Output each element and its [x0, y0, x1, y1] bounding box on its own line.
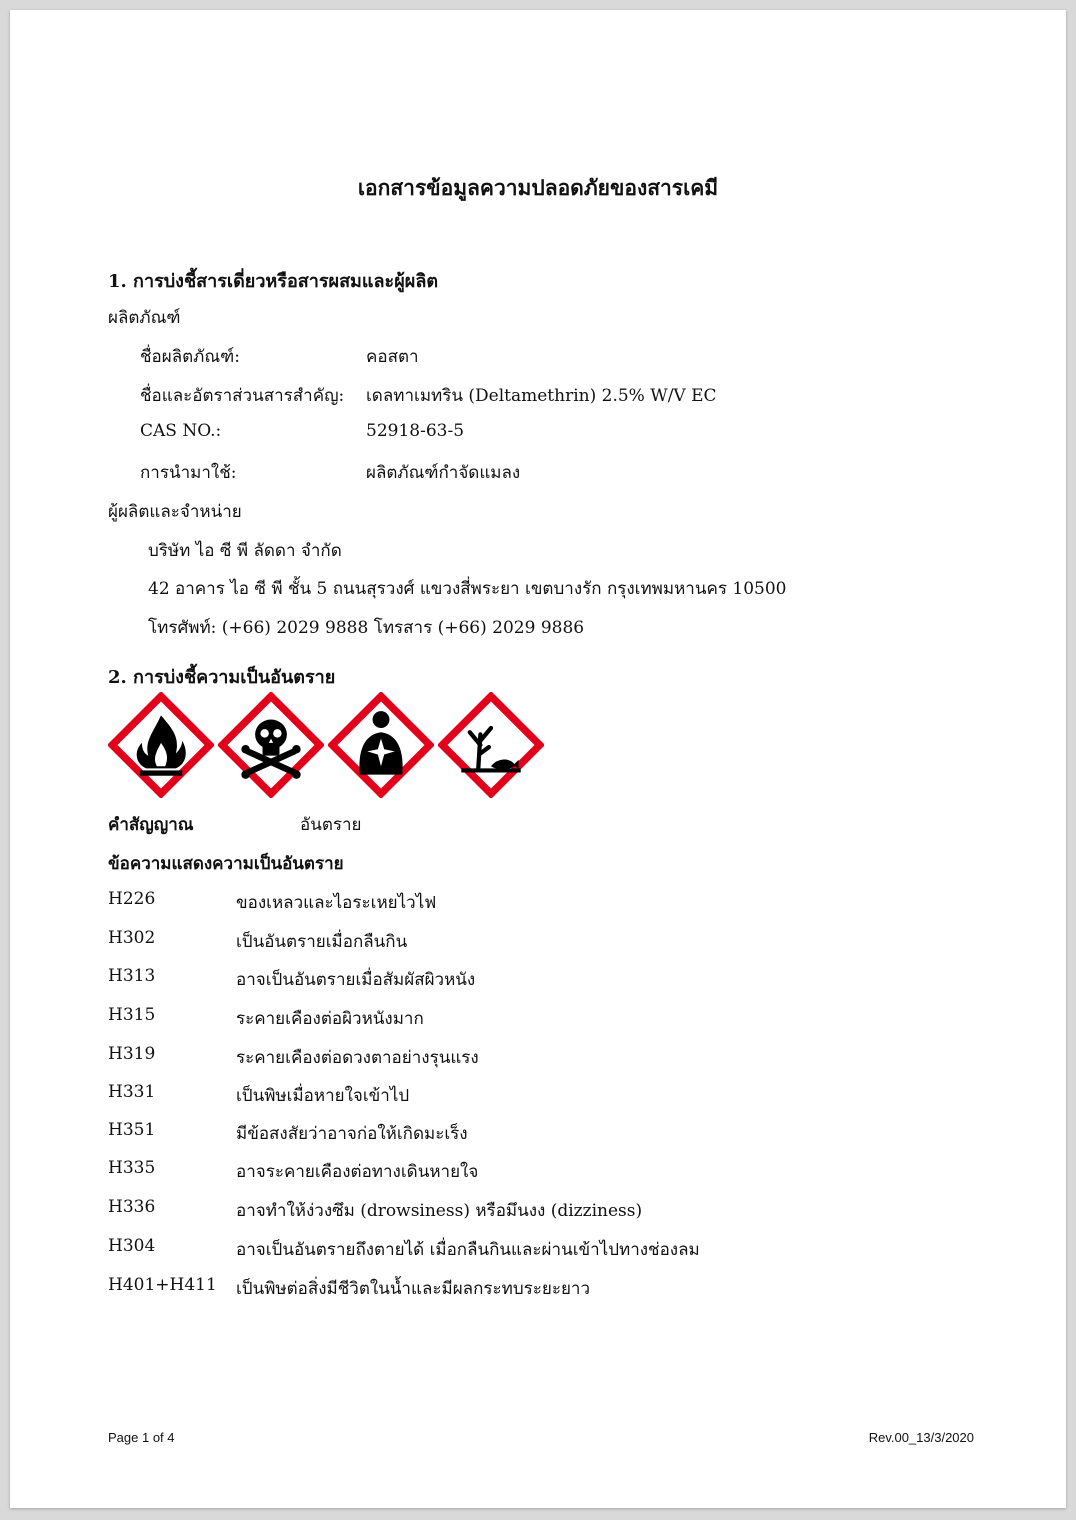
hazard-text: อาจเป็นอันตรายเมื่อสัมผัสผิวหนัง	[236, 970, 476, 990]
hazard-code: H315	[108, 1005, 156, 1025]
signal-word-value: อันตราย	[300, 815, 362, 835]
hazard-code: H319	[108, 1044, 156, 1064]
environment-icon	[438, 692, 544, 798]
document-title: เอกสารข้อมูลความปลอดภัยของสารเคมี	[357, 175, 719, 200]
hazard-code: H226	[108, 889, 156, 909]
usage-value: ผลิตภัณฑ์กำจัดแมลง	[366, 463, 521, 483]
hazard-text: ระคายเคืองต่อดวงตาอย่างรุนแรง	[236, 1048, 479, 1068]
page-number: Page 1 of 4	[108, 1430, 175, 1445]
skull-crossbones-icon	[218, 692, 324, 798]
hazard-code: H313	[108, 966, 156, 986]
hazard-code: H401+H411	[108, 1275, 217, 1295]
usage-label: การนำมาใช้:	[140, 463, 237, 483]
company-name: บริษัท ไอ ซี พี ลัดดา จำกัด	[148, 541, 342, 561]
section-1-heading: 1. การบ่งชี้สารเดี่ยวหรือสารผสมและผู้ผลิต	[108, 271, 439, 292]
hazard-code: H351	[108, 1120, 156, 1140]
hazard-code: H336	[108, 1197, 156, 1217]
product-subheading: ผลิตภัณฑ์	[108, 308, 181, 328]
document-page	[10, 10, 1066, 1508]
active-ingredient-label: ชื่อและอัตราส่วนสารสำคัญ:	[140, 386, 345, 406]
company-contact: โทรศัพท์: (+66) 2029 9888 โทรสาร (+66) 2029 9886	[148, 618, 585, 638]
section-2-heading: 2. การบ่งชี้ความเป็นอันตราย	[108, 667, 336, 688]
hazard-text: มีข้อสงสัยว่าอาจก่อให้เกิดมะเร็ง	[236, 1124, 468, 1144]
active-ingredient-value: เดลทาเมทริน (Deltamethrin) 2.5% W/V EC	[366, 386, 717, 406]
signal-word-label: คำสัญญาณ	[108, 815, 194, 835]
cas-number-label: CAS NO.:	[140, 421, 222, 441]
health-hazard-icon	[328, 692, 434, 798]
hazard-code: H304	[108, 1236, 156, 1256]
manufacturer-subheading: ผู้ผลิตและจำหน่าย	[108, 502, 242, 522]
revision-label: Rev.00_13/3/2020	[868, 1430, 974, 1445]
hazard-text: อาจระคายเคืองต่อทางเดินหายใจ	[236, 1162, 479, 1182]
cas-number-value: 52918-63-5	[366, 421, 465, 441]
ghs-pictograms	[108, 692, 548, 798]
hazard-code: H302	[108, 928, 156, 948]
flame-icon	[108, 692, 214, 798]
hazard-text: อาจทำให้ง่วงซึม (drowsiness) หรือมึนงง (dizziness)	[236, 1201, 643, 1221]
product-name-value: คอสตา	[366, 347, 419, 367]
hazard-code: H331	[108, 1082, 156, 1102]
product-name-label: ชื่อผลิตภัณฑ์:	[140, 347, 240, 367]
hazard-text: ของเหลวและไอระเหยไวไฟ	[236, 893, 437, 913]
hazard-text: ระคายเคืองต่อผิวหนังมาก	[236, 1009, 424, 1029]
company-address: 42 อาคาร ไอ ซี พี ชั้น 5 ถนนสุรวงศ์ แขวงสี่พระยา เขตบางรัก กรุงเทพมหานคร 10500	[148, 579, 787, 599]
hazard-code: H335	[108, 1158, 156, 1178]
hazard-text: เป็นอันตรายเมื่อกลืนกิน	[236, 932, 408, 952]
hazard-text: อาจเป็นอันตรายถึงตายได้ เมื่อกลืนกินและผ่านเข้าไปทางช่องลม	[236, 1240, 700, 1260]
hazard-text: เป็นพิษต่อสิ่งมีชีวิตในน้ำและมีผลกระทบระยะยาว	[236, 1279, 591, 1299]
hazard-text: เป็นพิษเมื่อหายใจเข้าไป	[236, 1086, 410, 1106]
hazard-statements-heading: ข้อความแสดงความเป็นอันตราย	[108, 854, 344, 874]
